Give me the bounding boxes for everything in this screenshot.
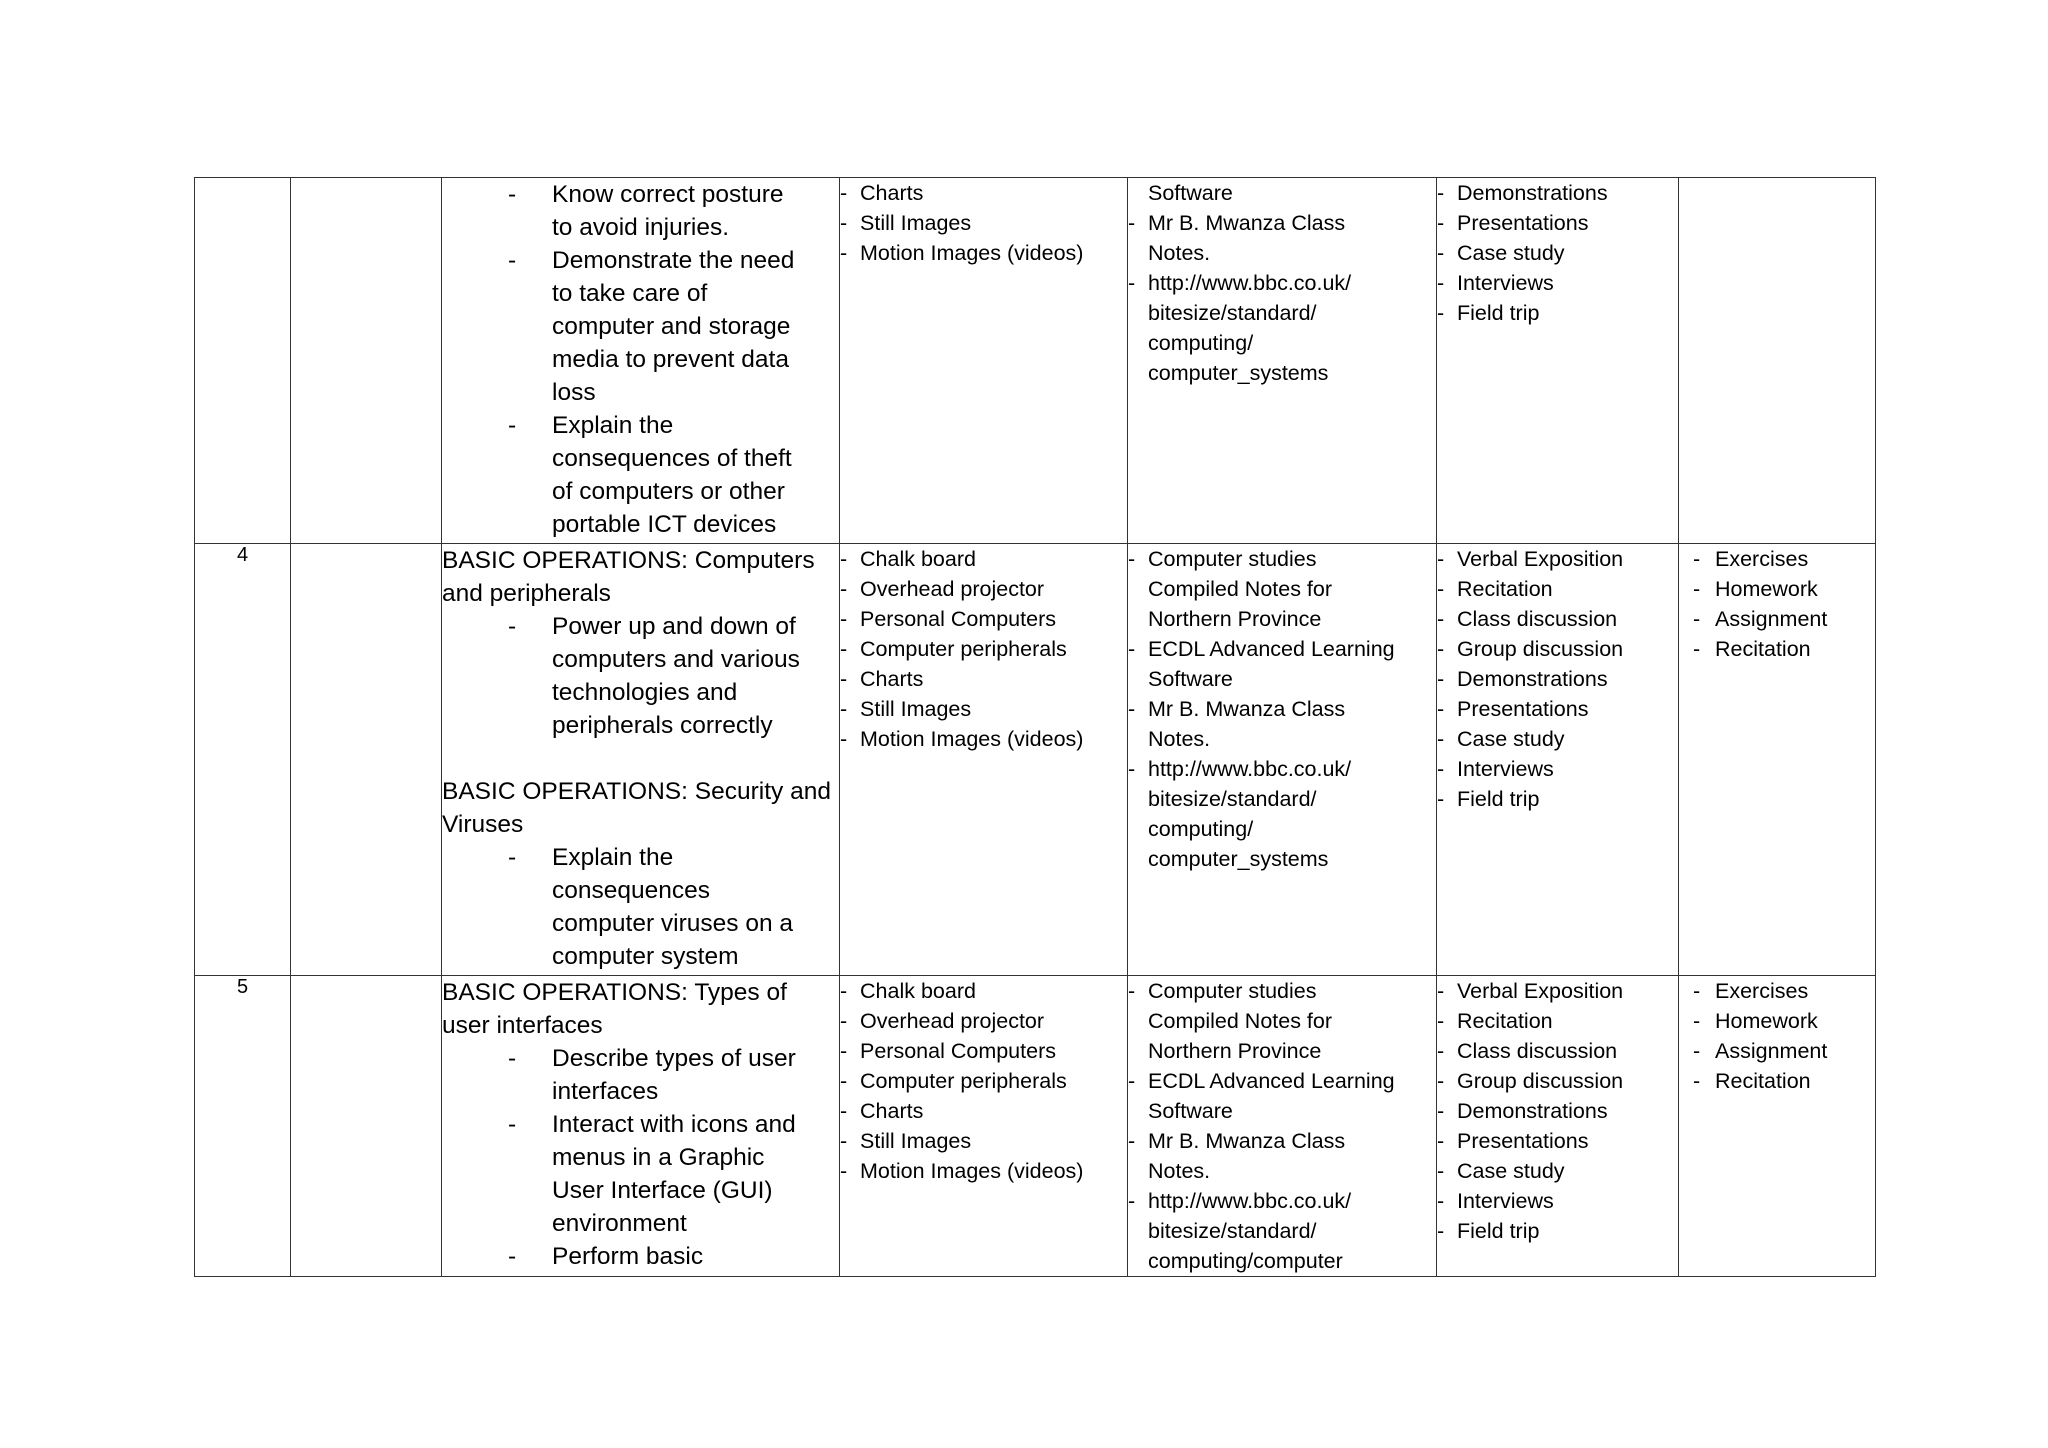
teaching-aid-item: - Computer peripherals (840, 1066, 1127, 1096)
reference-line: Software (1148, 181, 1233, 205)
objective-line: technologies and (552, 679, 738, 706)
topic-heading-line: Viruses (442, 811, 524, 838)
method-item: - Field trip (1437, 1216, 1678, 1246)
methods-cell (1437, 178, 1679, 544)
period-cell (291, 544, 442, 976)
teaching-aids-list (840, 178, 1127, 268)
references-list (1128, 178, 1436, 388)
table-row (195, 976, 1876, 1277)
reference-line: Mr B. Mwanza Class (1148, 1129, 1346, 1153)
methods-cell (1437, 544, 1679, 976)
teaching-aid-item: - Chalk board (840, 976, 1127, 1006)
reference-line: computing/computer (1148, 1249, 1343, 1273)
objective-line: to take care of (552, 280, 708, 307)
method-item: - Recitation (1437, 1006, 1678, 1036)
objective-line: of computers or other (552, 478, 785, 505)
teaching-aid-item: - Personal Computers (840, 1036, 1127, 1066)
teaching-aid-item: - Still Images (840, 208, 1127, 238)
references-cell (1128, 544, 1437, 976)
reference-line: Computer studies (1148, 547, 1317, 571)
week-cell (195, 178, 291, 544)
reference-line: Computer studies (1148, 979, 1317, 1003)
spacer (442, 742, 839, 775)
teaching-aid-item: - Charts (840, 664, 1127, 694)
topic-heading (442, 775, 839, 841)
reference-item (1128, 208, 1436, 268)
method-item: - Presentations (1437, 694, 1678, 724)
topic-heading-line: BASIC OPERATIONS: Computers (442, 547, 815, 574)
period-cell (291, 178, 442, 544)
reference-item (1128, 634, 1436, 694)
objective-item (442, 244, 839, 409)
reference-line: bitesize/standard/ (1148, 787, 1317, 811)
method-item: - Field trip (1437, 784, 1678, 814)
methods-list (1437, 976, 1678, 1246)
topic-heading (442, 544, 839, 610)
references-cell (1128, 178, 1437, 544)
reference-line: Software (1148, 667, 1233, 691)
reference-item (1128, 754, 1436, 874)
objective-line: portable ICT devices (552, 511, 777, 538)
objective-line: User Interface (GUI) (552, 1177, 773, 1204)
method-item: - Group discussion (1437, 1066, 1678, 1096)
reference-line: bitesize/standard/ (1148, 1219, 1317, 1243)
objective-line: media to prevent data (552, 346, 789, 373)
reference-line: ECDL Advanced Learning (1148, 637, 1395, 661)
method-item: - Case study (1437, 1156, 1678, 1186)
teaching-aid-item: - Charts (840, 178, 1127, 208)
method-item: - Class discussion (1437, 604, 1678, 634)
reference-line: Notes. (1148, 727, 1211, 751)
objective-item (442, 841, 839, 973)
reference-item (1128, 1066, 1436, 1126)
assessment-item: - Homework (1693, 1006, 1875, 1036)
reference-line: computing/ (1148, 817, 1254, 841)
teaching-aid-item: - Charts (840, 1096, 1127, 1126)
methods-cell (1437, 976, 1679, 1277)
reference-item (1128, 1186, 1436, 1276)
objective-line: environment (552, 1210, 687, 1237)
objective-line: computer system (552, 943, 739, 970)
assessment-cell (1679, 544, 1876, 976)
reference-line: ECDL Advanced Learning (1148, 1069, 1395, 1093)
objectives-cell (442, 544, 840, 976)
objective-line: interfaces (552, 1078, 659, 1105)
method-item: - Demonstrations (1437, 664, 1678, 694)
reference-item (1128, 694, 1436, 754)
assessment-cell (1679, 976, 1876, 1277)
methods-list (1437, 544, 1678, 814)
objective-item (442, 1108, 839, 1240)
assessment-list (1693, 976, 1875, 1096)
teaching-aids-cell (840, 178, 1128, 544)
topic-heading (442, 976, 839, 1042)
teaching-aid-item: - Still Images (840, 694, 1127, 724)
objective-item (442, 1240, 839, 1273)
assessment-item: - Assignment (1693, 1036, 1875, 1066)
teaching-aid-item: - Overhead projector (840, 1006, 1127, 1036)
reference-line: Mr B. Mwanza Class (1148, 697, 1346, 721)
reference-line: computer_systems (1148, 847, 1329, 871)
reference-line: Mr B. Mwanza Class (1148, 211, 1346, 235)
topic-heading-line: user interfaces (442, 1012, 603, 1039)
teaching-aid-item: - Overhead projector (840, 574, 1127, 604)
objective-item (442, 1042, 839, 1108)
topic-heading-line: BASIC OPERATIONS: Types of (442, 979, 787, 1006)
period-cell (291, 976, 442, 1277)
reference-item (1128, 1126, 1436, 1186)
method-item: - Verbal Exposition (1437, 544, 1678, 574)
reference-line: computer_systems (1148, 361, 1329, 385)
objective-line: Interact with icons and (552, 1111, 796, 1138)
reference-line: Software (1148, 1099, 1233, 1123)
objective-item (442, 178, 839, 244)
teaching-aid-item: - Motion Images (videos) (840, 1156, 1127, 1186)
references-cell (1128, 976, 1437, 1277)
week-number: 5 (236, 976, 249, 998)
methods-list (1437, 178, 1678, 328)
objective-line: consequences of theft (552, 445, 792, 472)
assessment-cell (1679, 178, 1876, 544)
method-item: - Interviews (1437, 268, 1678, 298)
assessment-item: - Recitation (1693, 634, 1875, 664)
objective-list (442, 1042, 839, 1273)
objective-line: computer viruses on a (552, 910, 794, 937)
references-list (1128, 976, 1436, 1276)
objective-line: consequences (552, 877, 711, 904)
reference-item (1128, 976, 1436, 1066)
reference-line: http://www.bbc.co.uk/ (1148, 1189, 1352, 1213)
objective-line: Know correct posture (552, 181, 784, 208)
reference-item (1128, 178, 1436, 208)
objective-line: to avoid injuries. (552, 214, 730, 241)
objective-line: Perform basic (552, 1243, 704, 1270)
reference-line: http://www.bbc.co.uk/ (1148, 757, 1352, 781)
objective-line: computers and various (552, 646, 800, 673)
assessment-item: - Exercises (1693, 976, 1875, 1006)
method-item: - Presentations (1437, 208, 1678, 238)
objective-line: menus in a Graphic (552, 1144, 765, 1171)
method-item: - Field trip (1437, 298, 1678, 328)
method-item: - Recitation (1437, 574, 1678, 604)
objective-list (442, 178, 839, 541)
objective-line: peripherals correctly (552, 712, 773, 739)
table-row (195, 544, 1876, 976)
week-cell (195, 544, 291, 976)
references-list (1128, 544, 1436, 874)
method-item: - Interviews (1437, 1186, 1678, 1216)
objective-line: computer and storage (552, 313, 791, 340)
teaching-aids-list (840, 544, 1127, 754)
teaching-aids-list (840, 976, 1127, 1186)
week-cell (195, 976, 291, 1277)
teaching-aid-item: - Computer peripherals (840, 634, 1127, 664)
teaching-aid-item: - Personal Computers (840, 604, 1127, 634)
reference-item (1128, 268, 1436, 388)
reference-line: http://www.bbc.co.uk/ (1148, 271, 1352, 295)
method-item: - Class discussion (1437, 1036, 1678, 1066)
table-row (195, 178, 1876, 544)
objective-line: Power up and down of (552, 613, 796, 640)
reference-line: Compiled Notes for (1148, 577, 1333, 601)
objectives-cell (442, 976, 840, 1277)
teaching-aids-cell (840, 976, 1128, 1277)
reference-line: Notes. (1148, 241, 1211, 265)
objective-list (442, 841, 839, 973)
scheme-of-work-table (194, 177, 1876, 1277)
objective-line: Explain the (552, 844, 674, 871)
objective-line: Demonstrate the need (552, 247, 795, 274)
objective-line: loss (552, 379, 596, 406)
week-number: 4 (236, 544, 249, 566)
assessment-item: - Recitation (1693, 1066, 1875, 1096)
objectives-cell (442, 178, 840, 544)
assessment-item: - Exercises (1693, 544, 1875, 574)
objective-item (442, 610, 839, 742)
assessment-item: - Assignment (1693, 604, 1875, 634)
method-item: - Group discussion (1437, 634, 1678, 664)
objective-item (442, 409, 839, 541)
table-body (195, 178, 1876, 1277)
method-item: - Case study (1437, 238, 1678, 268)
method-item: - Interviews (1437, 754, 1678, 784)
objective-line: Explain the (552, 412, 674, 439)
method-item: - Verbal Exposition (1437, 976, 1678, 1006)
topic-heading-line: and peripherals (442, 580, 611, 607)
reference-line: Northern Province (1148, 1039, 1322, 1063)
teaching-aids-cell (840, 544, 1128, 976)
method-item: - Demonstrations (1437, 1096, 1678, 1126)
teaching-aid-item: - Motion Images (videos) (840, 724, 1127, 754)
assessment-item: - Homework (1693, 574, 1875, 604)
method-item: - Demonstrations (1437, 178, 1678, 208)
reference-line: Notes. (1148, 1159, 1211, 1183)
assessment-list (1693, 544, 1875, 664)
reference-line: computing/ (1148, 331, 1254, 355)
reference-line: Compiled Notes for (1148, 1009, 1333, 1033)
objective-line: Describe types of user (552, 1045, 796, 1072)
reference-line: Northern Province (1148, 607, 1322, 631)
method-item: - Presentations (1437, 1126, 1678, 1156)
reference-item (1128, 544, 1436, 634)
topic-heading-line: BASIC OPERATIONS: Security and (442, 778, 831, 805)
objective-list (442, 610, 839, 742)
teaching-aid-item: - Still Images (840, 1126, 1127, 1156)
teaching-aid-item: - Motion Images (videos) (840, 238, 1127, 268)
reference-line: bitesize/standard/ (1148, 301, 1317, 325)
teaching-aid-item: - Chalk board (840, 544, 1127, 574)
method-item: - Case study (1437, 724, 1678, 754)
